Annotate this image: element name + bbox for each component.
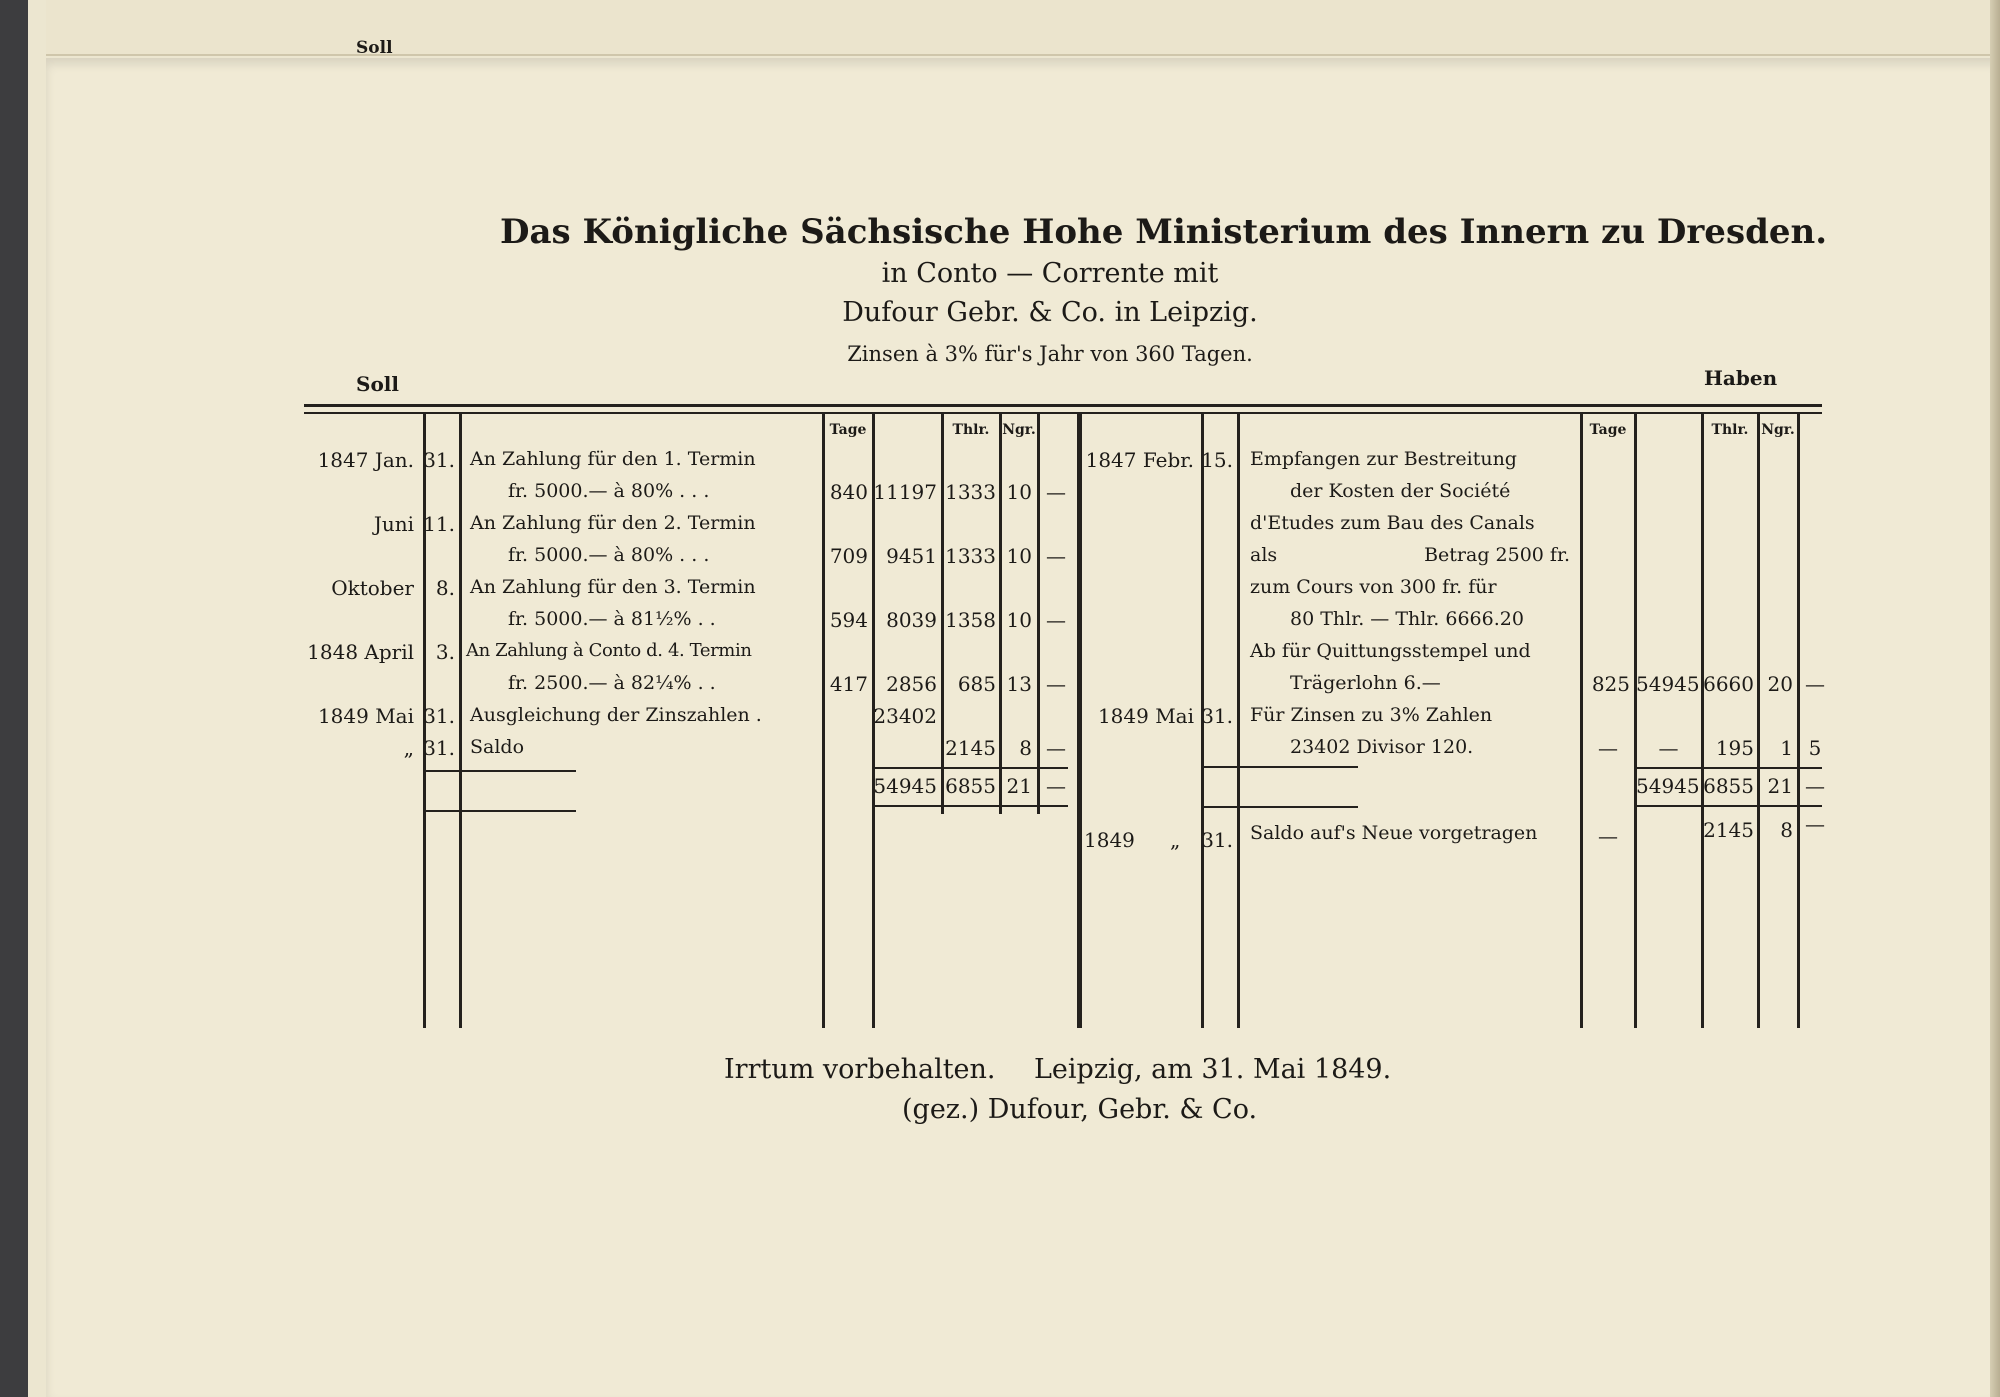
haben-thlr: 2145 (1703, 818, 1754, 842)
subtitle-conto: in Conto — Corrente mit (881, 258, 1219, 289)
page-title: Das Königliche Sächsische Hohe Ministerium des Innern zu Dresden. (500, 212, 1828, 252)
soll-short-rule (426, 810, 576, 812)
soll-total-thlr: 6855 (945, 774, 996, 798)
haben-tage: — (1598, 736, 1618, 760)
soll-tage: 594 (829, 608, 868, 632)
footer-place-date: Leipzig, am 31. Mai 1849. (1034, 1054, 1392, 1085)
footer-disclaimer: Irrtum vorbehalten. (724, 1054, 996, 1085)
soll-text: An Zahlung à Conto d. 4. Termin (466, 640, 752, 661)
soll-pf: — (1046, 608, 1066, 632)
page-right-edge (1990, 0, 2000, 1397)
haben-ngr: 8 (1780, 818, 1793, 842)
soll-ngr: 13 (1006, 672, 1032, 696)
haben-text: Betrag 2500 fr. (1424, 544, 1570, 566)
top-rule-thick (304, 404, 1822, 407)
soll-total-zins: 54945 (873, 774, 937, 798)
soll-sum-rule-bottom (872, 805, 1068, 807)
haben-short-rule (1204, 806, 1358, 808)
soll-total-pf: — (1046, 774, 1066, 798)
soll-sum-rule-top (872, 767, 1068, 769)
soll-tage-header: Tage (829, 422, 867, 438)
soll-zins: 9451 (886, 544, 937, 568)
haben-date: 1847 Febr. (1085, 448, 1194, 472)
soll-tage: 840 (829, 480, 868, 504)
soll-text: Saldo (470, 736, 525, 758)
soll-date: Oktober (331, 576, 414, 600)
haben-text: Empfangen zur Bestreitung (1250, 448, 1517, 470)
soll-ngr-header: Ngr. (1002, 422, 1036, 438)
soll-zins: 11197 (873, 480, 937, 504)
soll-pf: — (1046, 544, 1066, 568)
soll-date: 1847 Jan. (317, 448, 414, 472)
soll-date: 1849 Mai (317, 704, 414, 728)
haben-day-rule (1237, 414, 1240, 1028)
haben-thlr: 6660 (1703, 672, 1754, 696)
previous-page-edge (46, 0, 2000, 56)
soll-text: An Zahlung für den 2. Termin (470, 512, 756, 534)
footer-signature: (gez.) Dufour, Gebr. & Co. (902, 1094, 1258, 1125)
soll-text: fr. 5000.— à 80% . . . (508, 480, 710, 502)
soll-day: 31. (423, 448, 455, 472)
haben-text: 80 Thlr. — Thlr. 6666.20 (1290, 608, 1524, 630)
haben-day: 15. (1201, 448, 1233, 472)
haben-ditto: „ (1170, 828, 1181, 852)
soll-date: 1848 April (307, 640, 414, 664)
soll-day: 3. (435, 640, 455, 664)
soll-text: fr. 5000.— à 80% . . . (508, 544, 710, 566)
haben-day: 31. (1201, 704, 1233, 728)
soll-thlr: 1333 (945, 480, 996, 504)
soll-pf: — (1046, 480, 1066, 504)
haben-day: 31. (1201, 828, 1233, 852)
subtitle-interest: Zinsen à 3% für's Jahr von 360 Tagen. (847, 342, 1253, 366)
haben-total-pf: — (1805, 774, 1825, 798)
soll-ngr: 10 (1006, 608, 1032, 632)
haben-zins-rule (1701, 414, 1704, 1028)
soll-pf: — (1046, 736, 1066, 760)
haben-total-zins: 54945 (1636, 774, 1700, 798)
soll-tage: 709 (829, 544, 868, 568)
soll-text: Ausgleichung der Zinszahlen . (470, 704, 762, 726)
soll-date: Juni (373, 512, 414, 536)
haben-text: Saldo auf's Neue vorgetragen (1250, 822, 1538, 844)
soll-tage: 417 (829, 672, 868, 696)
haben-text: Trägerlohn 6.— (1290, 672, 1441, 694)
haben-tage: 825 (1591, 672, 1630, 696)
corner-mark: Soll (356, 38, 393, 58)
haben-total-ngr: 21 (1767, 774, 1793, 798)
soll-day: 11. (423, 512, 455, 536)
soll-day: 31. (423, 704, 455, 728)
haben-tage-header: Tage (1589, 422, 1627, 438)
haben-text-rule (1580, 414, 1583, 1028)
haben-ngr: 1 (1780, 736, 1793, 760)
haben-text: Ab für Quittungsstempel und (1250, 640, 1531, 662)
soll-text-rule (822, 414, 825, 1028)
soll-thlr: 1358 (945, 608, 996, 632)
soll-ngr: 10 (1006, 480, 1032, 504)
haben-sum-rule-bottom (1636, 805, 1822, 807)
haben-ngr-rule (1797, 414, 1800, 1028)
haben-tage: — (1598, 824, 1618, 848)
haben-text: als (1250, 544, 1278, 566)
haben-pf: — (1805, 812, 1825, 836)
haben-text: d'Etudes zum Bau des Canals (1250, 512, 1535, 534)
soll-text: fr. 2500.— à 82¼% . . (508, 672, 716, 694)
soll-day: 31. (423, 736, 455, 760)
haben-thlr-rule (1757, 414, 1760, 1028)
haben-tage-rule (1634, 414, 1637, 1028)
haben-text: zum Cours von 300 fr. für (1250, 576, 1497, 598)
haben-text: 23402 Divisor 120. (1290, 736, 1474, 758)
soll-text: An Zahlung für den 3. Termin (470, 576, 756, 598)
soll-day: 8. (435, 576, 455, 600)
soll-thlr: 685 (957, 672, 996, 696)
soll-ngr: 10 (1006, 544, 1032, 568)
haben-thlr: 195 (1715, 736, 1754, 760)
haben-text: der Kosten der Société (1290, 480, 1511, 502)
soll-text: fr. 5000.— à 81½% . . (508, 608, 716, 630)
haben-zins: 54945 (1636, 672, 1700, 696)
soll-text: An Zahlung für den 1. Termin (470, 448, 756, 470)
haben-zins: — (1658, 736, 1679, 760)
haben-ngr: 20 (1767, 672, 1793, 696)
haben-date: 1849 (1084, 828, 1135, 852)
soll-zins: 23402 (873, 704, 937, 728)
subtitle-firm: Dufour Gebr. & Co. in Leipzig. (842, 297, 1258, 328)
top-rule-thin (304, 412, 1822, 414)
soll-day-rule (459, 414, 462, 1028)
haben-sum-rule-top (1636, 767, 1822, 769)
soll-ngr: 8 (1019, 736, 1032, 760)
haben-pf: — (1805, 672, 1825, 696)
soll-thlr-header: Thlr. (952, 422, 990, 438)
haben-thlr-header: Thlr. (1711, 422, 1749, 438)
haben-pf: 5 (1808, 736, 1822, 760)
soll-total-ngr: 21 (1006, 774, 1032, 798)
haben-label: Haben (1704, 366, 1778, 390)
soll-zins: 2856 (886, 672, 937, 696)
soll-date: „ (403, 736, 414, 760)
haben-text: Für Zinsen zu 3% Zahlen (1250, 704, 1493, 726)
soll-thlr: 2145 (945, 736, 996, 760)
haben-total-thlr: 6855 (1703, 774, 1754, 798)
soll-short-rule (426, 770, 576, 772)
haben-date: 1849 Mai (1097, 704, 1194, 728)
soll-thlr: 1333 (945, 544, 996, 568)
haben-ngr-header: Ngr. (1761, 422, 1795, 438)
soll-label: Soll (356, 372, 399, 396)
soll-pf: — (1046, 672, 1066, 696)
haben-short-rule (1204, 766, 1358, 768)
soll-zins: 8039 (886, 608, 937, 632)
